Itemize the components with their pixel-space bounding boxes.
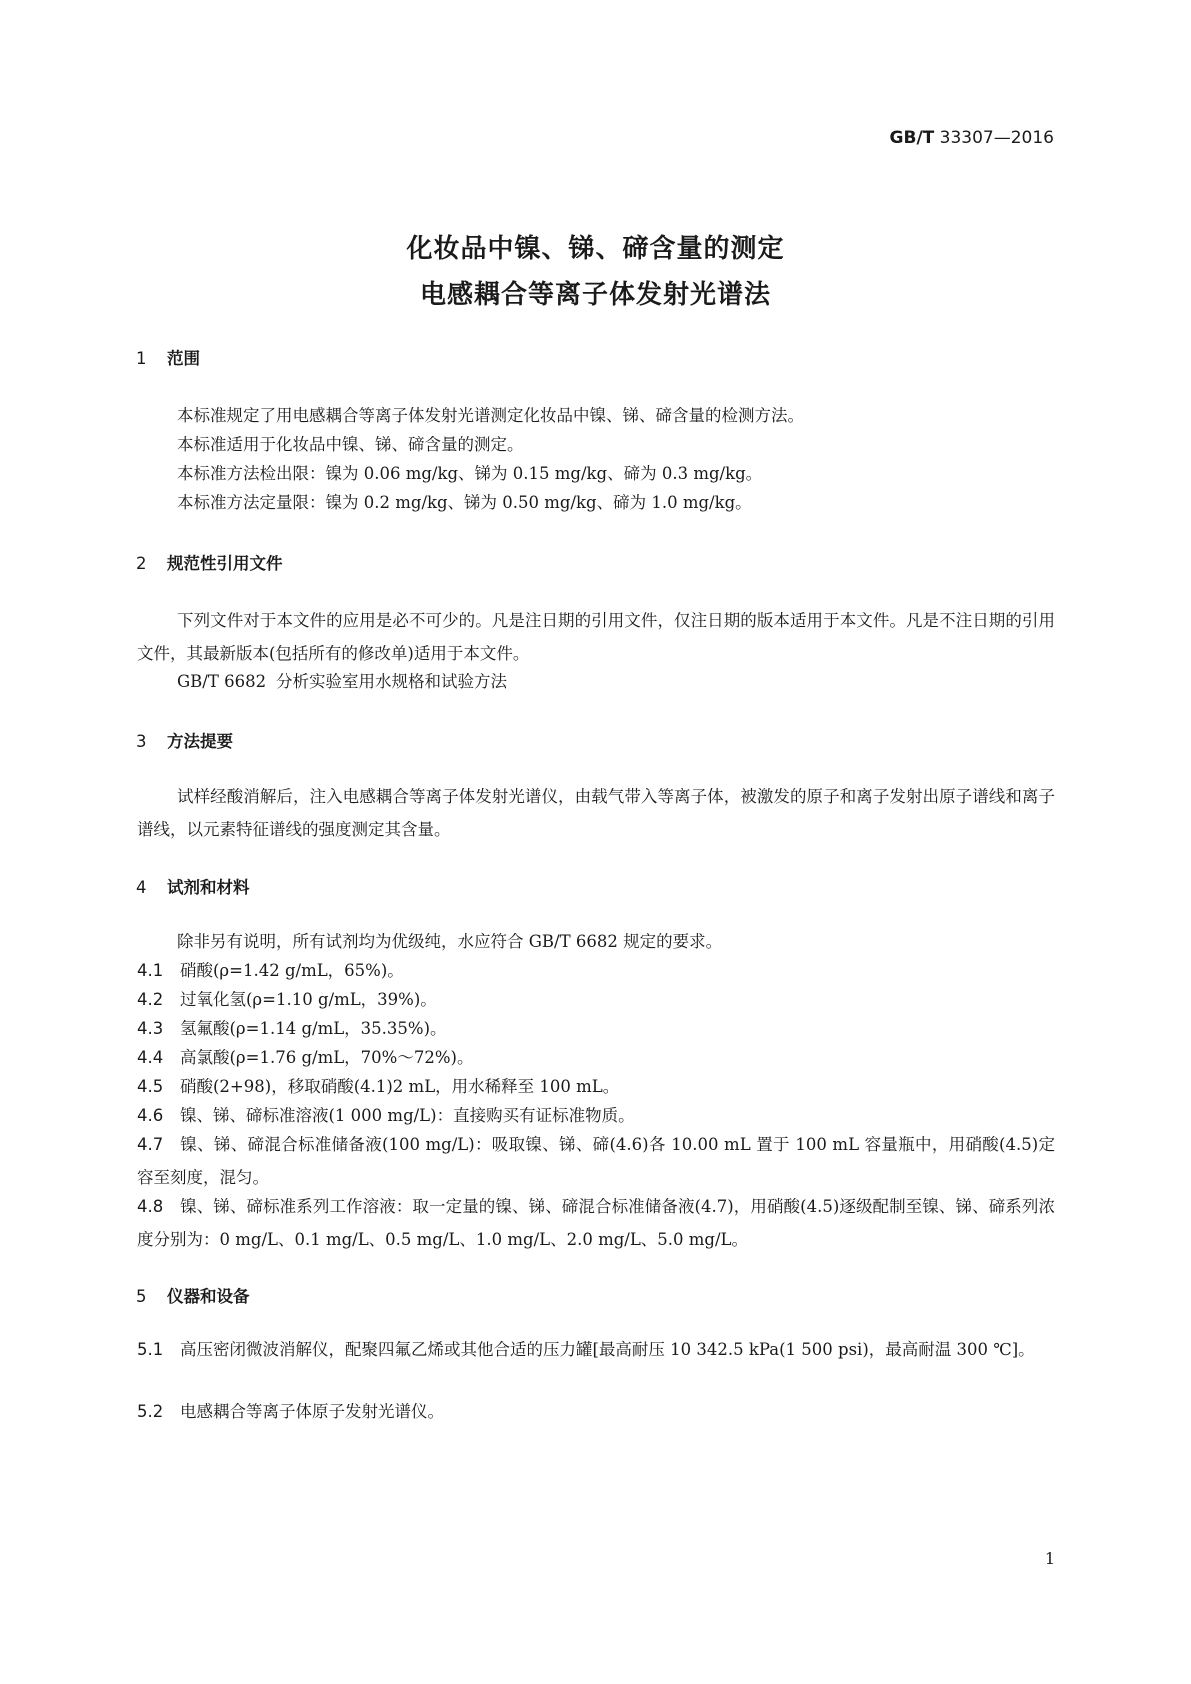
item-text: 过氧化氢(ρ=1.10 g/mL，39%)。 — [180, 990, 437, 1009]
standard-code: GB/T — [889, 128, 935, 148]
section-2-heading — [136, 550, 283, 574]
page-number: 1 — [1044, 1549, 1055, 1568]
item-text: 硝酸(ρ=1.42 g/mL，65%)。 — [180, 961, 404, 980]
item-text: 高压密闭微波消解仪，配聚四氟乙烯或其他合适的压力罐[最高耐压 10 342.5 kPa(1 500 psi)，最高耐温 300 ℃]。 — [180, 1340, 1035, 1359]
document-title-line-1: 化妆品中镍、锑、碲含量的测定 — [406, 234, 785, 264]
section-3-heading — [136, 728, 233, 752]
item-number: 4.5 — [137, 1077, 164, 1096]
list-item — [137, 1334, 1055, 1367]
item-text: 高氯酸(ρ=1.76 g/mL，70%～72%)。 — [180, 1048, 474, 1067]
standard-number-value: 33307—2016 — [939, 128, 1054, 148]
paragraph: 除非另有说明，所有试剂均为优级纯，水应符合 GB/T 6682 规定的要求。 — [177, 932, 723, 951]
section-number: 1 — [136, 349, 147, 368]
list-item — [137, 1191, 1055, 1256]
item-text: 镍、锑、碲混合标准储备液(100 mg/L)：吸取镍、锑、碲(4.6)各 10.00 mL 置于 100 mL 容量瓶中，用硝酸(4.5)定容至刻度，混匀。 — [137, 1135, 1055, 1187]
item-number: 4.6 — [137, 1106, 164, 1125]
item-number: 4.7 — [137, 1135, 164, 1154]
item-number: 4.8 — [137, 1197, 164, 1216]
standard-number — [890, 128, 1054, 148]
list-item — [137, 1396, 1055, 1429]
item-number: 4.4 — [137, 1048, 164, 1067]
section-5-heading — [136, 1283, 250, 1307]
reference-title: 分析实验室用水规格和试验方法 — [276, 672, 507, 691]
section-number: 4 — [136, 878, 147, 897]
paragraph: 本标准规定了用电感耦合等离子体发射光谱测定化妆品中镍、锑、碲含量的检测方法。 — [177, 406, 804, 425]
list-item — [137, 1013, 1055, 1046]
list-item — [137, 1129, 1055, 1194]
list-item — [137, 955, 1055, 988]
reference-code: GB/T 6682 — [177, 672, 267, 691]
section-title: 规范性引用文件 — [167, 554, 283, 573]
item-number: 4.1 — [137, 961, 164, 980]
section-title: 仪器和设备 — [167, 1287, 250, 1306]
item-text: 镍、锑、碲标准系列工作溶液：取一定量的镍、锑、碲混合标准储备液(4.7)，用硝酸(4.5)逐级配制至镍、锑、碲系列浓度分别为：0 mg/L、0.1 mg/L、0.5 mg/L、1.0 mg/L、2.0 mg/L、5.0 mg/L。 — [137, 1197, 1055, 1249]
item-number: 5.2 — [137, 1402, 164, 1421]
section-number: 5 — [136, 1287, 147, 1306]
item-number: 5.1 — [137, 1340, 164, 1359]
section-1-heading — [136, 345, 200, 369]
section-number: 2 — [136, 554, 147, 573]
list-item — [137, 1071, 1055, 1104]
section-title: 范围 — [167, 349, 200, 368]
section-number: 3 — [136, 732, 147, 751]
paragraph: 本标准适用于化妆品中镍、锑、碲含量的测定。 — [177, 435, 524, 454]
paragraph: 本标准方法检出限：镍为 0.06 mg/kg、锑为 0.15 mg/kg、碲为 0.3 mg/kg。 — [177, 464, 763, 483]
section-title: 试剂和材料 — [167, 878, 250, 897]
normative-reference — [177, 668, 507, 692]
item-text: 硝酸(2+98)，移取硝酸(4.1)2 mL，用水稀释至 100 mL。 — [180, 1077, 620, 1096]
paragraph: 试样经酸消解后，注入电感耦合等离子体发射光谱仪，由载气带入等离子体，被激发的原子和离子发射出原子谱线和离子谱线，以元素特征谱线的强度测定其含量。 — [137, 787, 1055, 839]
paragraph: 下列文件对于本文件的应用是必不可少的。凡是注日期的引用文件，仅注日期的版本适用于本文件。凡是不注日期的引用文件，其最新版本(包括所有的修改单)适用于本文件。 — [137, 611, 1055, 663]
item-text: 氢氟酸(ρ=1.14 g/mL，35.35%)。 — [180, 1019, 447, 1038]
section-4-heading — [136, 874, 250, 898]
list-item — [137, 1042, 1055, 1075]
item-number: 4.2 — [137, 990, 164, 1009]
item-number: 4.3 — [137, 1019, 164, 1038]
list-item — [137, 1100, 1055, 1133]
item-text: 电感耦合等离子体原子发射光谱仪。 — [180, 1402, 444, 1421]
paragraph: 本标准方法定量限：镍为 0.2 mg/kg、锑为 0.50 mg/kg、碲为 1.0 mg/kg。 — [177, 493, 752, 512]
document-title-line-2: 电感耦合等离子体发射光谱法 — [419, 280, 771, 310]
list-item — [137, 984, 1055, 1017]
item-text: 镍、锑、碲标准溶液(1 000 mg/L)：直接购买有证标准物质。 — [180, 1106, 635, 1125]
section-title: 方法提要 — [167, 732, 233, 751]
